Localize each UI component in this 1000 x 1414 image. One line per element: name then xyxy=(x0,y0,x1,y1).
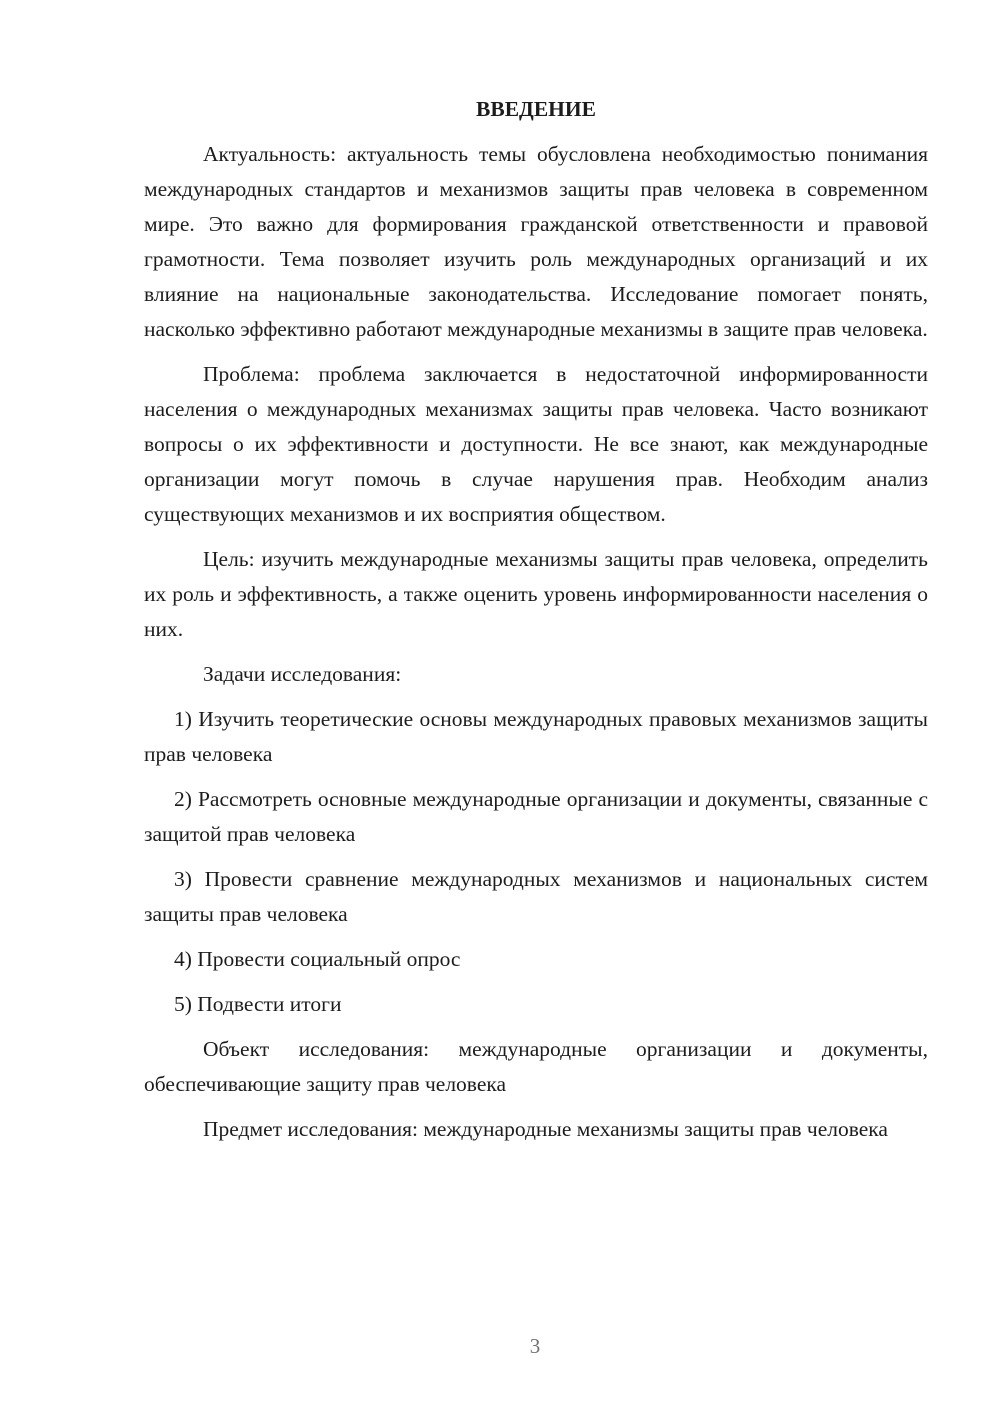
task-item-4: 4) Провести социальный опрос xyxy=(174,947,461,971)
goal-paragraph: Цель: изучить международные механизмы защиты прав человека, определить их роль и эффективность, а также оценить уровень информированности населения о них. xyxy=(144,547,928,641)
page-title: ВВЕДЕНИЕ xyxy=(476,97,596,121)
task-item-2: 2) Рассмотреть основные международные организации и документы, связанные с защитой прав человека xyxy=(144,787,928,846)
relevance-paragraph: Актуальность: актуальность темы обусловлена необходимостью понимания международных стандартов и механизмов защиты прав человека в современном мире. Это важно для формирования гражданской ответственности и правовой грамотности. Тема позволяет изучить роль международных организаций и их влияние на национальные законодательства. Исследование помогает понять, насколько эффективно работают международные механизмы в защите прав человека. xyxy=(144,142,928,341)
task-item-1: 1) Изучить теоретические основы международных правовых механизмов защиты прав человека xyxy=(144,707,928,766)
document-body xyxy=(144,92,928,1147)
problem-paragraph: Проблема: проблема заключается в недостаточной информированности населения о международных механизмах защиты прав человека. Часто возникают вопросы о их эффективности и доступности. Не все знают, как международные организации могут помочь в случае нарушения прав. Необходим анализ существующих механизмов и их восприятия обществом. xyxy=(144,362,928,526)
task-item-3: 3) Провести сравнение международных механизмов и национальных систем защиты прав человека xyxy=(144,867,928,926)
task-item-5: 5) Подвести итоги xyxy=(174,992,342,1016)
tasks-heading: Задачи исследования: xyxy=(203,662,402,686)
object-paragraph: Объект исследования: международные организации и документы, обеспечивающие защиту прав человека xyxy=(144,1037,928,1096)
subject-paragraph: Предмет исследования: международные механизмы защиты прав человека xyxy=(203,1117,888,1141)
page-number: 3 xyxy=(529,1334,541,1358)
